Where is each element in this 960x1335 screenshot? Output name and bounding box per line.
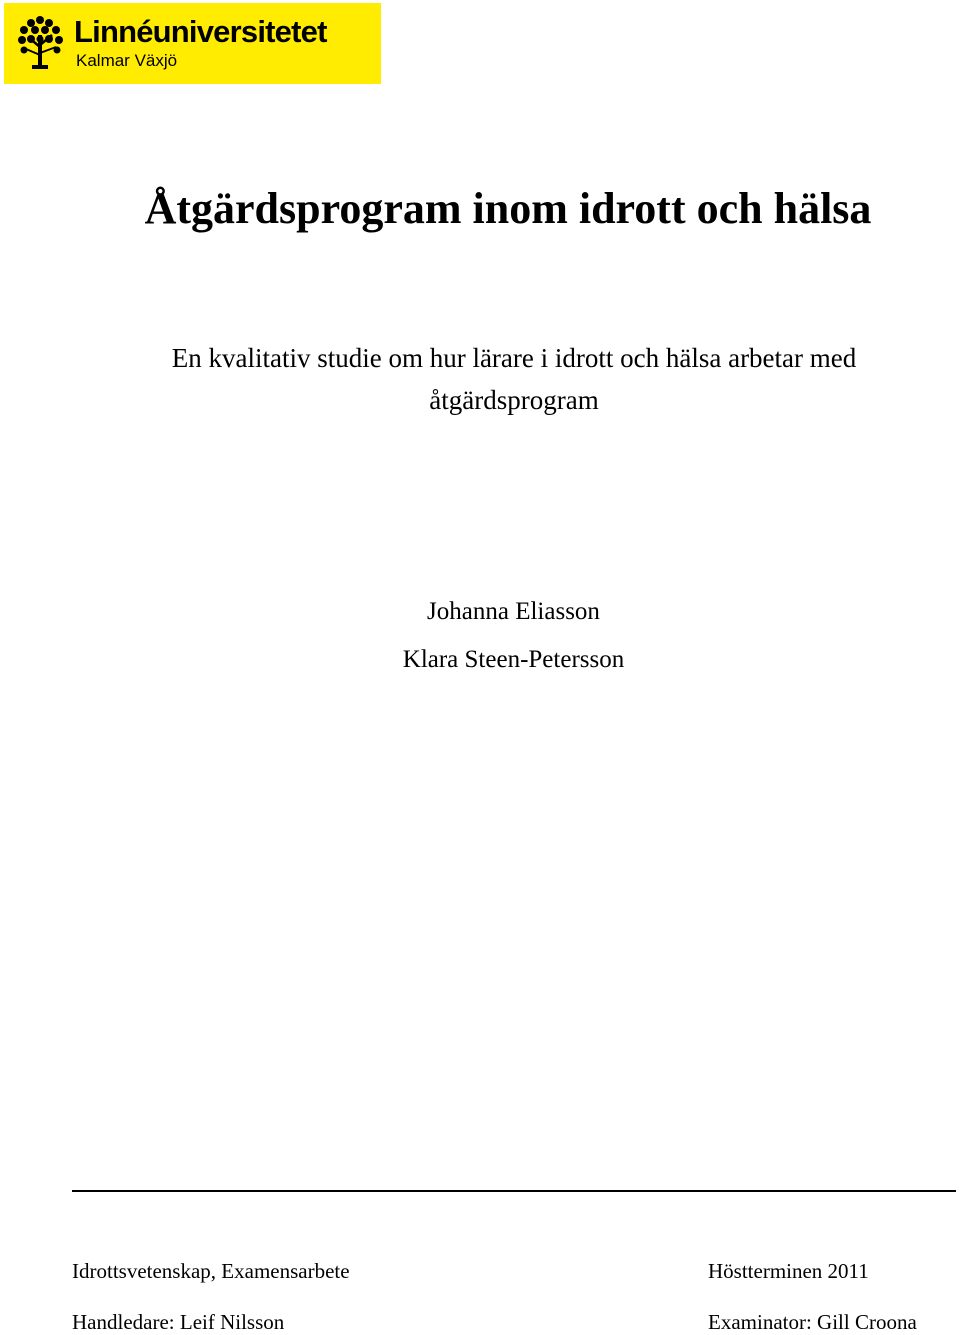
footer-divider: [72, 1190, 956, 1192]
supervisor-line: Handledare: Leif Nilsson: [72, 1310, 285, 1334]
document-subtitle: En kvalitativ studie om hur lärare i idrott och hälsa arbetar med åtgärdsprogram: [171, 343, 857, 415]
document-title: Åtgärdsprogram inom idrott och hälsa: [144, 184, 872, 233]
term-line: Höstterminen 2011: [708, 1259, 869, 1283]
subject-line: Idrottsvetenskap, Examensarbete: [72, 1259, 350, 1283]
tree-icon: [18, 15, 64, 71]
author-list: [0, 588, 960, 684]
examiner-line: Examinator: Gill Croona: [708, 1310, 917, 1334]
author-name: Klara Steen-Petersson: [402, 646, 625, 673]
author-name: Johanna Eliasson: [427, 598, 600, 625]
logo-name: Linnéuniversitetet: [74, 14, 327, 49]
logo-subtitle: Kalmar Växjö: [76, 51, 178, 70]
university-logo: [4, 3, 381, 84]
